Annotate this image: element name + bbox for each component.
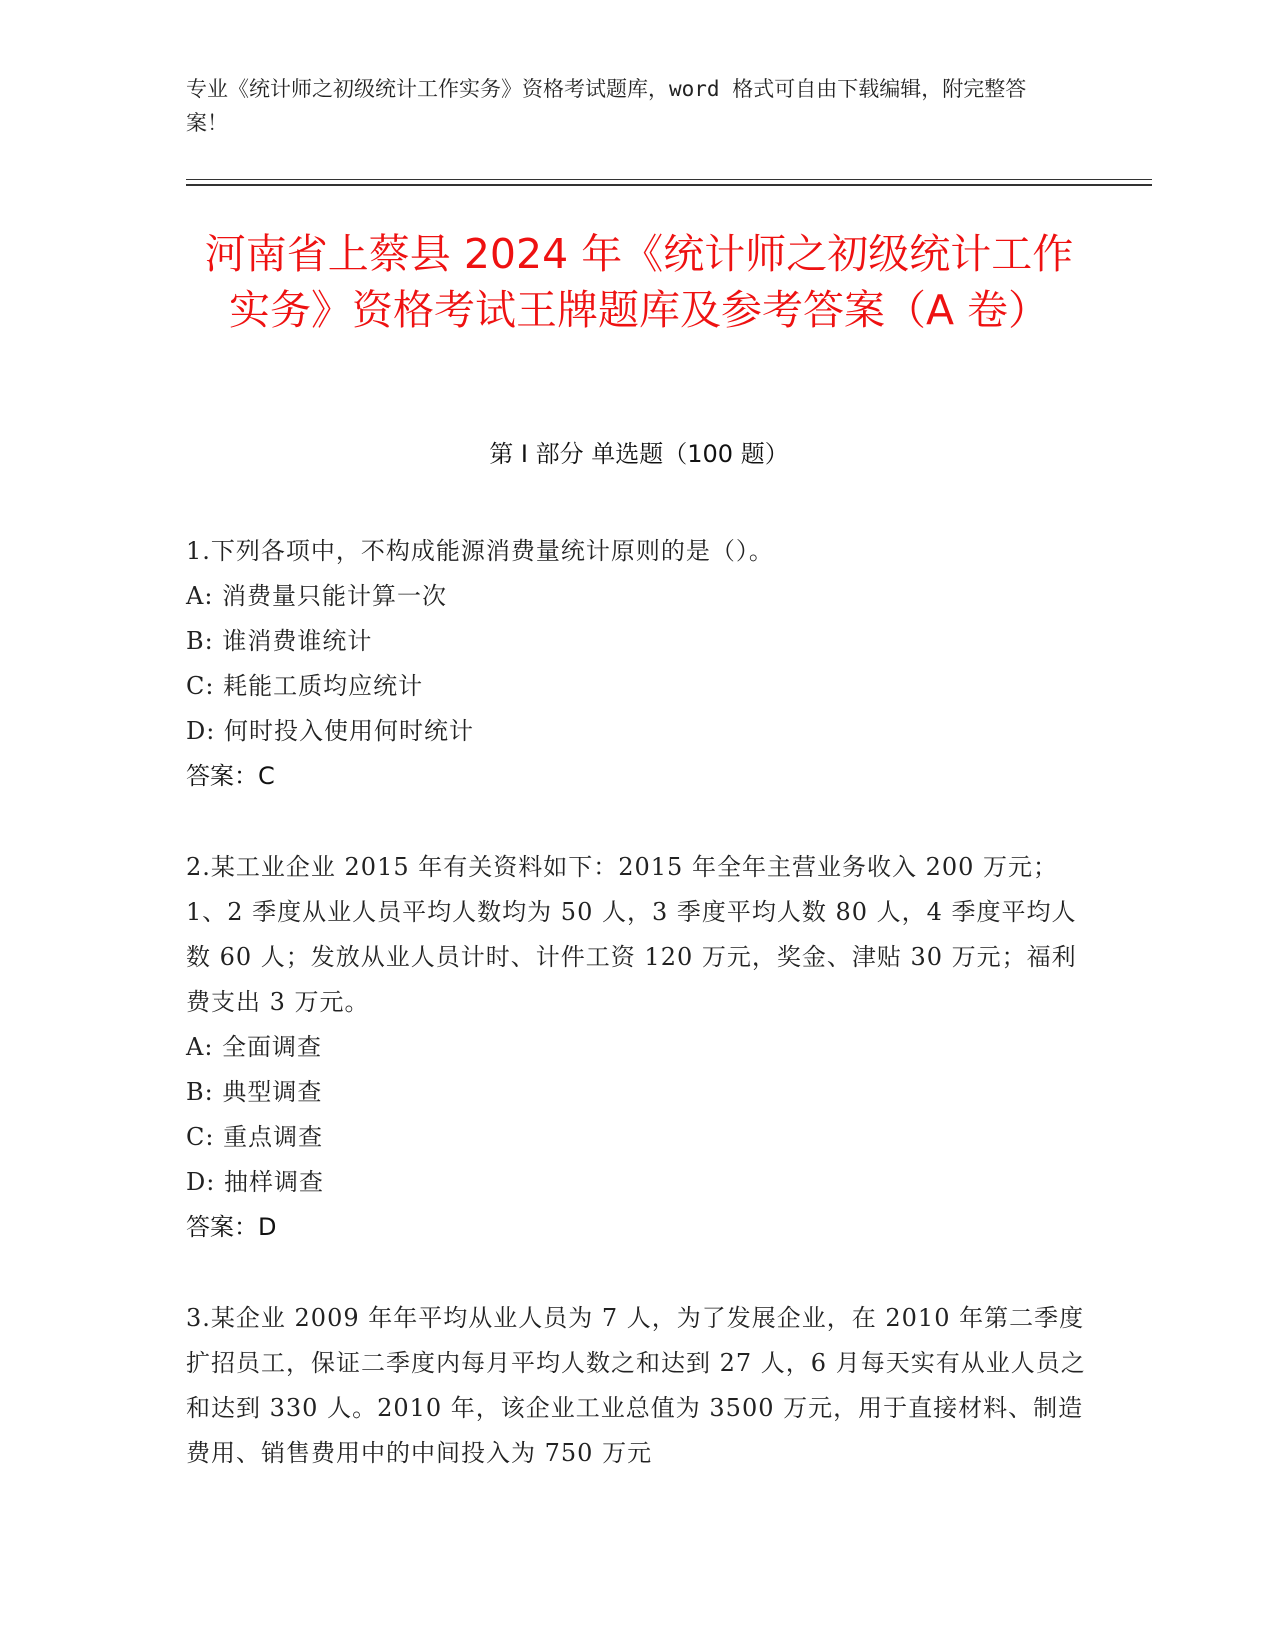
question-stem: 1.下列各项中，不构成能源消费量统计原则的是（）。	[186, 537, 774, 565]
section-heading: 第 I 部分 单选题（100 题）	[489, 440, 789, 468]
option-b: B: 典型调查	[186, 1078, 323, 1106]
question-2	[186, 845, 1086, 1250]
question-stem: 2.某工业企业 2015 年有关资料如下：2015 年全年主营业务收入 200 万元；1、2 季度从业人员平均人数均为 50 人，3 季度平均人数 80 人，4 季度平均人数 60 人；发放从业人员计时、计件工资 120 万元，奖金、津贴 30 万元；福利费支出 3 万元。	[186, 853, 1077, 1016]
option-d: D: 抽样调查	[186, 1168, 324, 1196]
header-divider-thick	[186, 184, 1152, 186]
question-stem: 3.某企业 2009 年年平均从业人员为 7 人，为了发展企业，在 2010 年第二季度扩招员工，保证二季度内每月平均人数之和达到 27 人，6 月每天实有从业人员之和达到 330 人。2010 年，该企业工业总值为 3500 万元，用于直接材料、制造费用、销售费用中的中间投入为 750 万元	[186, 1304, 1086, 1467]
question-1	[186, 529, 1086, 799]
option-c: C: 耗能工质均应统计	[186, 672, 424, 700]
answer: 答案：D	[186, 1213, 277, 1241]
option-a: A: 消费量只能计算一次	[186, 582, 448, 610]
header-note: 专业《统计师之初级统计工作实务》资格考试题库，word 格式可自由下载编辑，附完整答案！	[186, 77, 1027, 135]
header-divider-thin	[186, 179, 1152, 180]
answer: 答案：C	[186, 762, 275, 790]
option-d: D: 何时投入使用何时统计	[186, 717, 474, 745]
option-b: B: 谁消费谁统计	[186, 627, 373, 655]
question-list	[186, 529, 1086, 1522]
question-3	[186, 1296, 1086, 1476]
document-title: 河南省上蔡县 2024 年《统计师之初级统计工作实务》资格考试王牌题库及参考答案（A 卷）	[204, 230, 1074, 334]
option-c: C: 重点调查	[186, 1123, 324, 1151]
option-a: A: 全面调查	[186, 1033, 323, 1061]
